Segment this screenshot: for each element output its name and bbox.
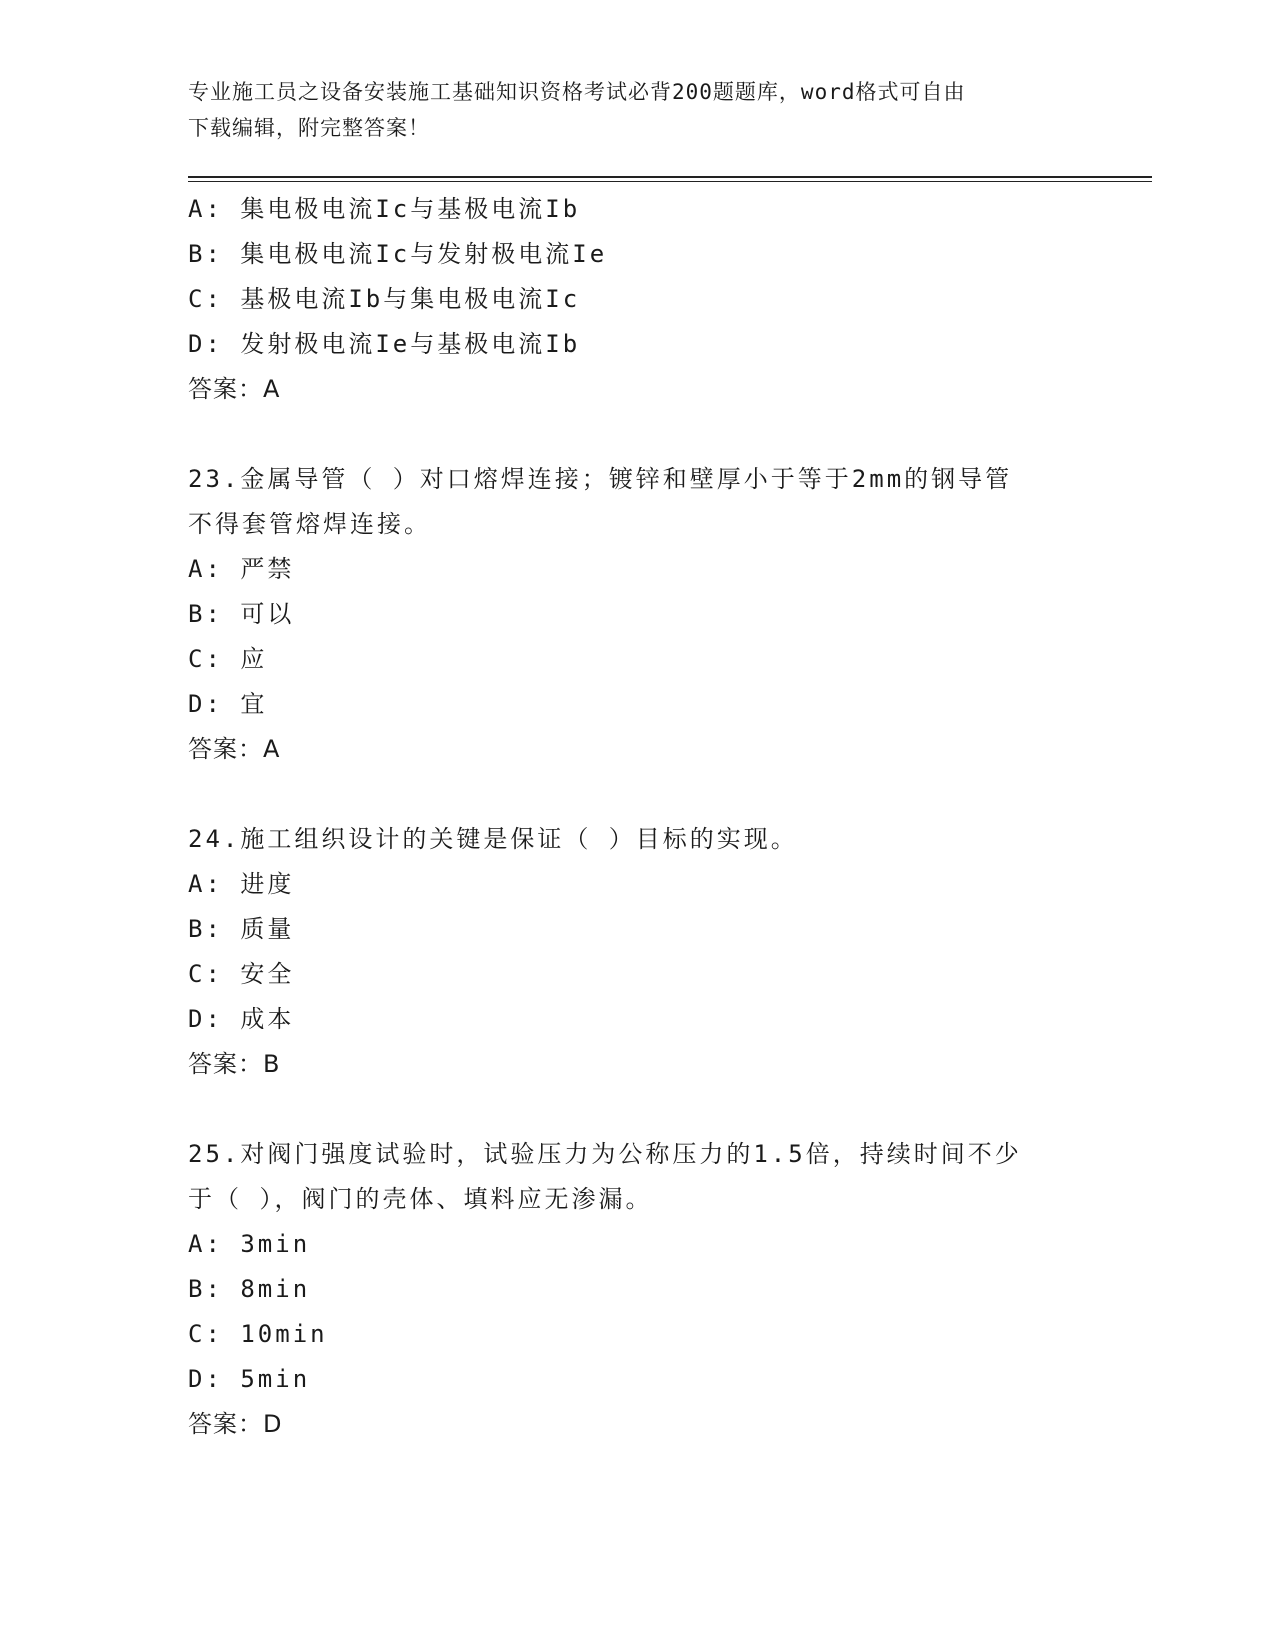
- document-header: [188, 74, 1088, 146]
- q25-option-c: C: 10min: [188, 1320, 328, 1348]
- q22-option-c: C: 基极电流Ib与集电极电流Ic: [188, 285, 581, 313]
- q24-option-c: C: 安全: [188, 960, 295, 988]
- header-line-2: 下载编辑，附完整答案！: [188, 116, 430, 140]
- q25-stem-line-2: 于（ ），阀门的壳体、填料应无渗漏。: [188, 1185, 653, 1213]
- q23-option-d: D: 宜: [188, 690, 268, 718]
- q24-answer: 答案：B: [188, 1050, 281, 1078]
- q25-option-d: D: 5min: [188, 1365, 311, 1393]
- q24-option-d: D: 成本: [188, 1005, 295, 1033]
- q24-option-a: A: 进度: [188, 870, 295, 898]
- q25-option-a: A: 3min: [188, 1230, 311, 1258]
- q22-option-d: D: 发射极电流Ie与基极电流Ib: [188, 330, 581, 358]
- q23-option-b: B: 可以: [188, 600, 295, 628]
- q24-stem-line-1: 24.施工组织设计的关键是保证（ ）目标的实现。: [188, 825, 798, 853]
- q23-stem-line-2: 不得套管熔焊连接。: [188, 510, 431, 538]
- q23-answer: 答案：A: [188, 735, 281, 763]
- q25-answer: 答案：D: [188, 1410, 283, 1438]
- header-divider-thick: [188, 176, 1152, 178]
- q22-answer: 答案：A: [188, 375, 281, 403]
- q22-option-b: B: 集电极电流Ic与发射极电流Ie: [188, 240, 608, 268]
- q23-option-a: A: 严禁: [188, 555, 295, 583]
- q22-option-a: A: 集电极电流Ic与基极电流Ib: [188, 195, 581, 223]
- q23-option-c: C: 应: [188, 645, 268, 673]
- header-divider-thin: [188, 181, 1152, 182]
- q24-option-b: B: 质量: [188, 915, 295, 943]
- header-line-1: 专业施工员之设备安装施工基础知识资格考试必背200题题库，word格式可自由: [188, 80, 966, 104]
- q23-stem-line-1: 23.金属导管（ ）对口熔焊连接；镀锌和壁厚小于等于2mm的钢导管: [188, 465, 1013, 493]
- q25-stem-line-1: 25.对阀门强度试验时，试验压力为公称压力的1.5倍，持续时间不少: [188, 1140, 1022, 1168]
- q25-option-b: B: 8min: [188, 1275, 311, 1303]
